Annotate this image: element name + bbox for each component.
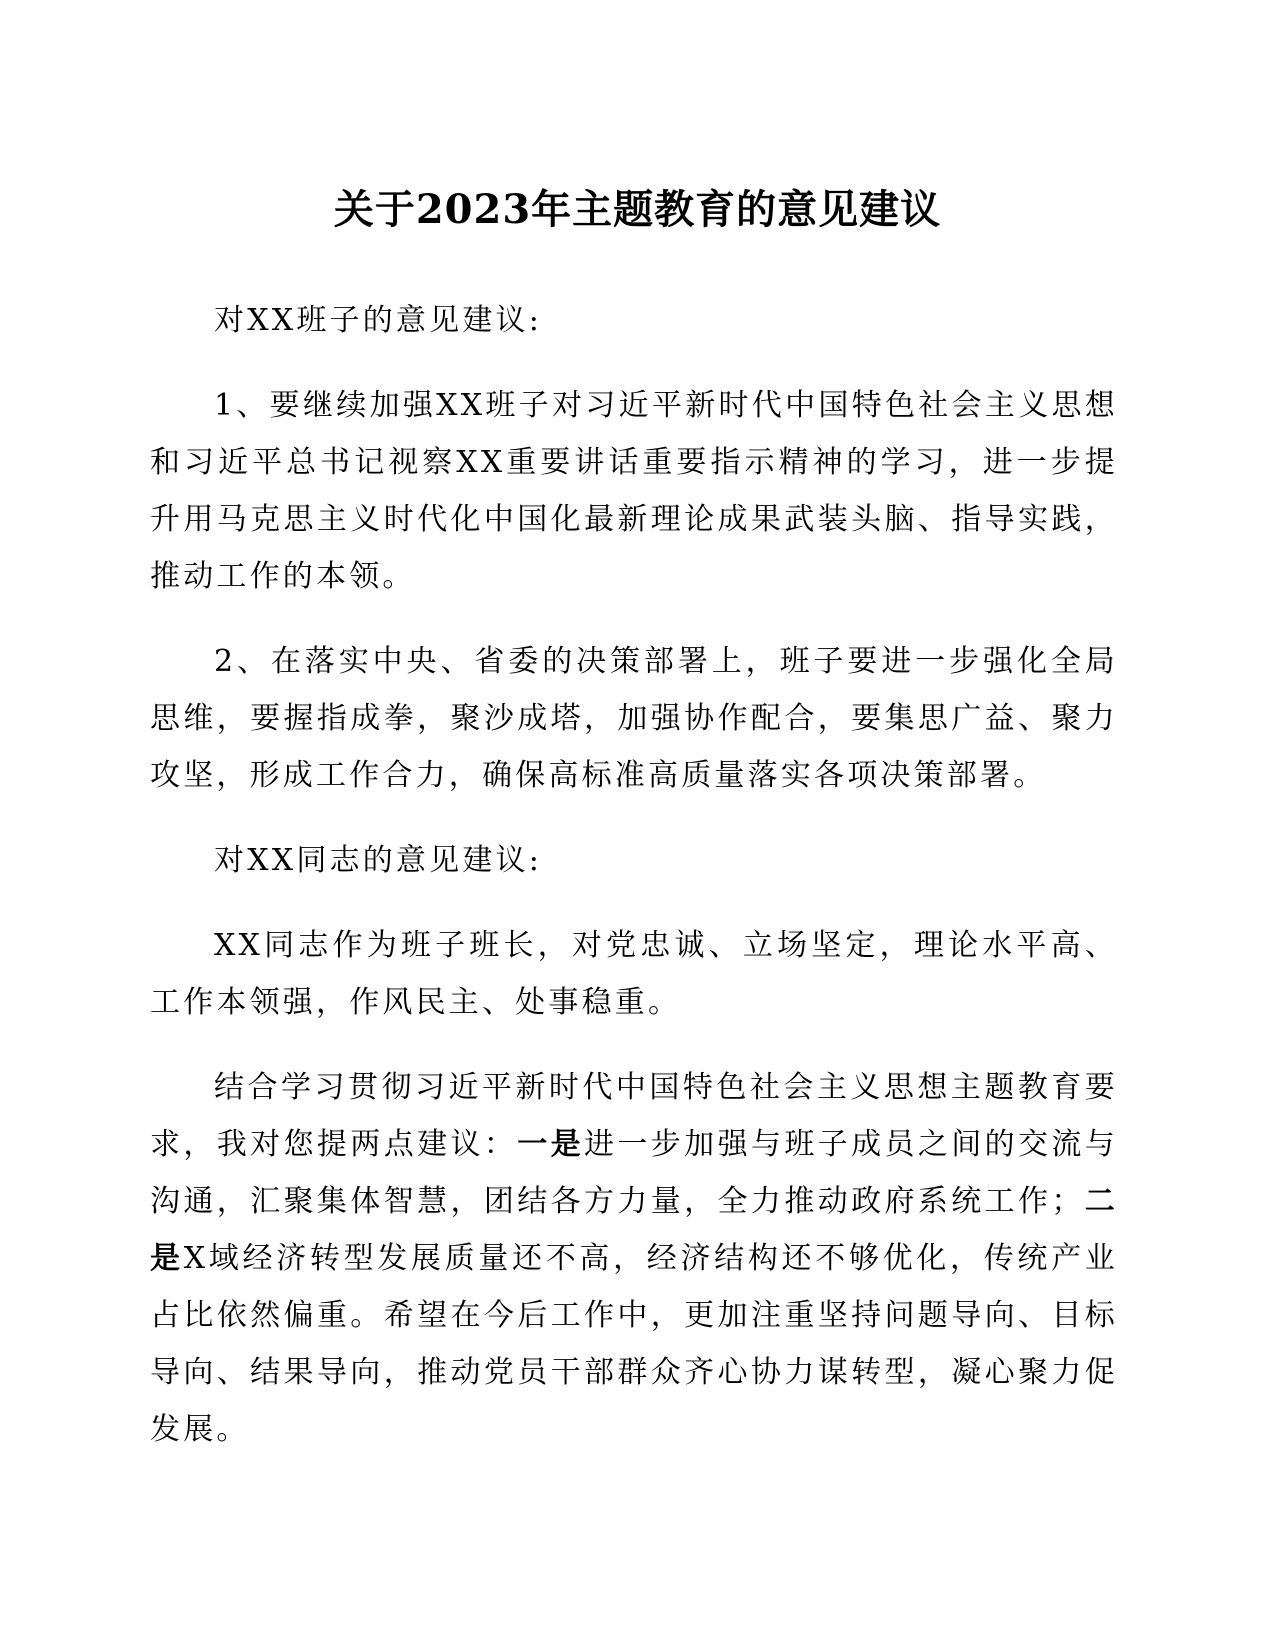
- second-point-label: 二是: [150, 1184, 1118, 1276]
- comrade-assessment: XX同志作为班子班长，对党忠诚、立场坚定，理论水平高、工作本领强，作风民主、处事稳重。: [150, 928, 1118, 1020]
- suggestion-intro: 结合学习贯彻习近平新时代中国特色社会主义思想主题教育要求，我对您提两点建议：: [150, 1070, 1118, 1162]
- document-body: [150, 292, 1118, 1458]
- document-title: 关于2023年主题教育的意见建议: [333, 186, 942, 233]
- second-point-text: X域经济转型发展质量还不高，经济结构还不够优化，传统产业占比依然偏重。希望在今后工作中，更加注重坚持问题导向、目标导向、结果导向，推动党员干部群众齐心协力谋转型，凝心聚力促发展。: [150, 1241, 1118, 1447]
- heading-team-suggestions: 对XX班子的意见建议:: [214, 303, 543, 338]
- suggestion-item-1: 1、要继续加强XX班子对习近平新时代中国特色社会主义思想和习近平总书记视察XX重要讲话重要指示精神的学习，进一步提升用马克思主义时代化中国化最新理论成果武装头脑、指导实践，推动工作的本领。: [150, 388, 1118, 594]
- first-point-text: 进一步加强与班子成员之间的交流与沟通，汇聚集体智慧，团结各方力量，全力推动政府系统工作；: [150, 1127, 1119, 1219]
- heading-comrade-suggestions: 对XX同志的意见建议:: [214, 843, 543, 878]
- two-point-suggestions: [150, 1059, 1118, 1458]
- suggestion-item-2: 2、在落实中央、省委的决策部署上，班子要进一步强化全局思维，要握指成拳，聚沙成塔，加强协作配合，要集思广益、聚力攻坚，形成工作合力，确保高标准高质量落实各项决策部署。: [150, 644, 1118, 793]
- first-point-label: 一是: [517, 1127, 585, 1162]
